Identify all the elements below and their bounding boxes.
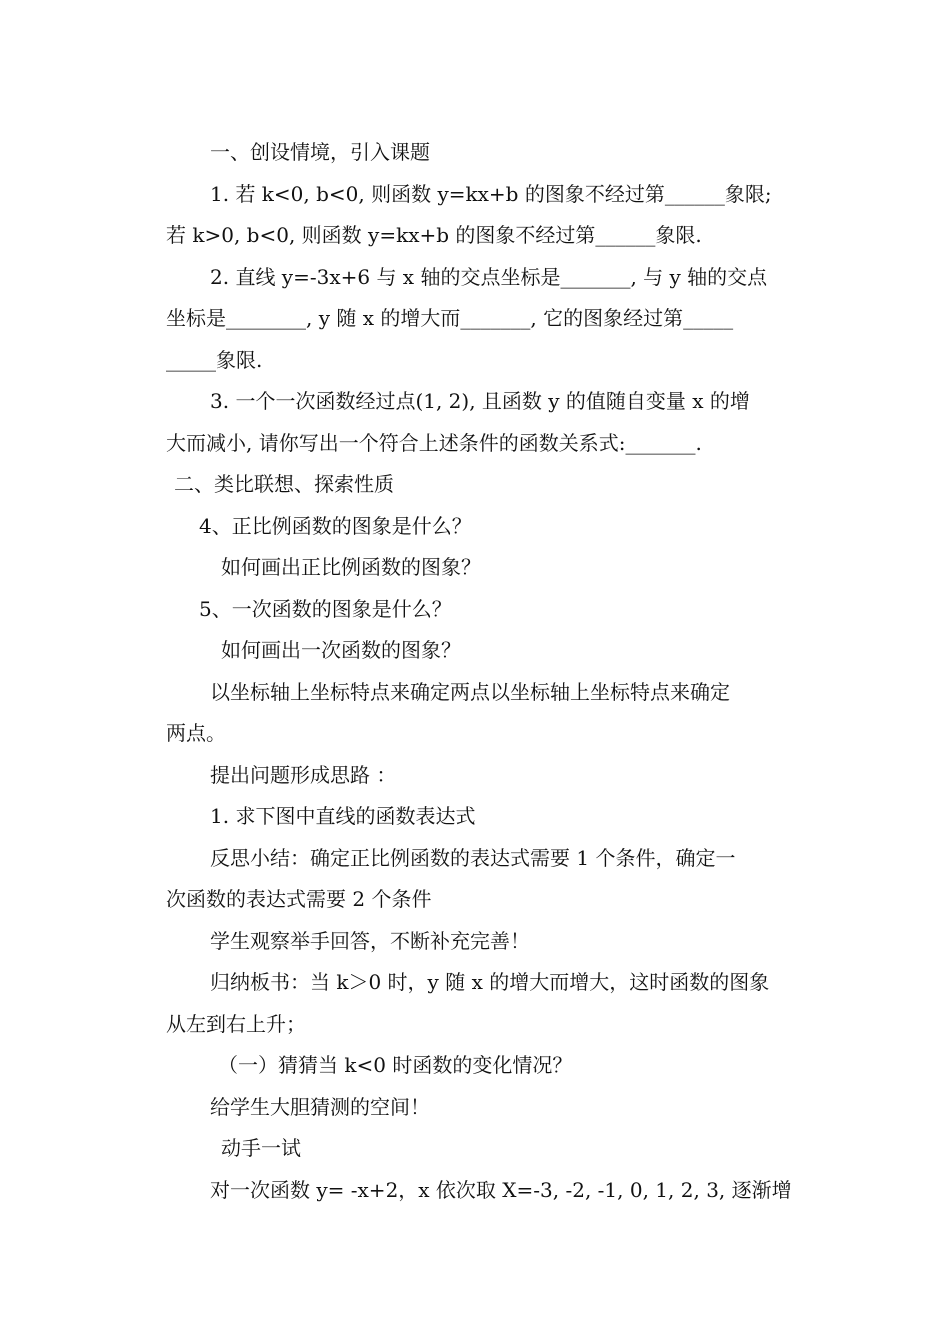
paragraph-line: 若 k>0, b<0, 则函数 y=kx+b 的图象不经过第______象限. [166,223,702,247]
section-heading-1: 一、创设情境，引入课题 [210,140,430,164]
paragraph-line: 归纳板书：当 k＞0 时，y 随 x 的增大而增大，这时函数的图象 [210,970,770,994]
paragraph-line: 4、正比例函数的图象是什么？ [199,513,472,538]
paragraph-line: 两点。 [166,721,226,745]
paragraph-line: 3. 一个一次函数经过点(1, 2), 且函数 y 的值随自变量 x 的增 [210,389,750,413]
paragraph-line: 如何画出正比例函数的图象？ [221,555,481,579]
paragraph-line: 大而减小, 请你写出一个符合上述条件的函数关系式:_______. [166,430,702,455]
paragraph-line: 1. 若 k<0, b<0, 则函数 y=kx+b 的图象不经过第______象限; [210,181,772,206]
paragraph-line: 从左到右上升； [166,1011,306,1036]
paragraph-line: 5、一次函数的图象是什么？ [199,596,452,621]
paragraph-line: _____象限. [166,347,263,372]
paragraph-line: 给学生大胆猜测的空间！ [210,1094,430,1119]
paragraph-line: 次函数的表达式需要 2 个条件 [166,887,432,911]
paragraph-line: 反思小结：确定正比例函数的表达式需要 1 个条件，确定一 [210,845,736,870]
paragraph-line: 动手一试 [221,1136,301,1160]
paragraph-line: 学生观察举手回答，不断补充完善！ [210,928,530,953]
paragraph-line: 1. 求下图中直线的函数表达式 [210,804,476,828]
paragraph-line: （一）猜猜当 k<0 时函数的变化情况？ [218,1053,573,1077]
paragraph-line: 对一次函数 y= -x+2，x 依次取 X=-3, -2, -1, 0, 1, 2, 3, 逐渐增 [210,1177,792,1202]
paragraph-line: 提出问题形成思路 ： [210,762,397,787]
section-heading-2: 二、类比联想、探索性质 [174,472,394,496]
paragraph-line: 坐标是________, y 随 x 的增大而_______, 它的图象经过第_____ [166,306,734,330]
document-body [166,132,792,1211]
paragraph-line: 以坐标轴上坐标特点来确定两点以坐标轴上坐标特点来确定 [210,679,730,704]
paragraph-line: 2. 直线 y=-3x+6 与 x 轴的交点坐标是_______, 与 y 轴的交点 [210,264,768,289]
paragraph-line: 如何画出一次函数的图象？ [221,638,461,662]
